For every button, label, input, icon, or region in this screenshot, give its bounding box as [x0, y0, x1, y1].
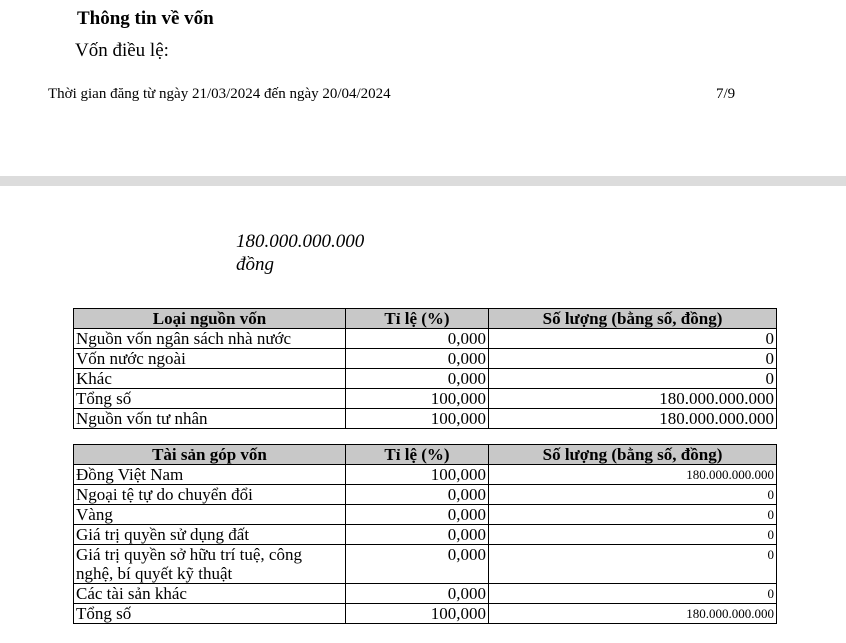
- table-row: [74, 329, 777, 349]
- row-name: Giá trị quyền sử dụng đất: [74, 525, 346, 545]
- table-row: [74, 525, 777, 545]
- row-ratio: 100,000: [346, 465, 489, 485]
- posting-period: Thời gian đăng từ ngày 21/03/2024 đến ngày 20/04/2024: [48, 86, 391, 102]
- charter-capital-label: Vốn điều lệ:: [75, 40, 169, 61]
- row-amount: 0: [489, 369, 777, 389]
- table-row: [74, 409, 777, 429]
- header-source-type: Loại nguồn vốn: [74, 309, 346, 329]
- row-amount: 0: [489, 545, 777, 584]
- previous-page: [0, 0, 846, 176]
- table-row: [74, 485, 777, 505]
- page-separator: [0, 176, 846, 186]
- row-name: Nguồn vốn tư nhân: [74, 409, 346, 429]
- row-ratio: 0,000: [346, 485, 489, 505]
- row-amount: 0: [489, 525, 777, 545]
- table-row: [74, 545, 777, 584]
- row-name: Tổng số: [74, 389, 346, 409]
- row-name: Tổng số: [74, 604, 346, 624]
- header-amount: Số lượng (bằng số, đồng): [489, 445, 777, 465]
- table-row: [74, 369, 777, 389]
- row-name: Ngoại tệ tự do chuyển đổi: [74, 485, 346, 505]
- table-row: [74, 349, 777, 369]
- row-ratio: 0,000: [346, 505, 489, 525]
- header-ratio: Tỉ lệ (%): [346, 309, 489, 329]
- row-amount: 0: [489, 349, 777, 369]
- row-amount: 0: [489, 584, 777, 604]
- row-amount: 0: [489, 485, 777, 505]
- page-number: 7/9: [716, 86, 736, 102]
- table-header-row: [74, 309, 777, 329]
- table-row: [74, 465, 777, 485]
- row-ratio: 0,000: [346, 329, 489, 349]
- row-name: Các tài sản khác: [74, 584, 346, 604]
- row-name: Nguồn vốn ngân sách nhà nước: [74, 329, 346, 349]
- header-asset-type: Tài sản góp vốn: [74, 445, 346, 465]
- row-ratio: 0,000: [346, 545, 489, 584]
- capital-source-table: [73, 308, 777, 429]
- contributed-assets-table: [73, 444, 777, 624]
- row-amount: 180.000.000.000: [489, 409, 777, 429]
- row-name: Vốn nước ngoài: [74, 349, 346, 369]
- table-row: [74, 584, 777, 604]
- row-amount: 180.000.000.000: [489, 389, 777, 409]
- table-row-total: [74, 389, 777, 409]
- row-ratio: 0,000: [346, 349, 489, 369]
- amount-unit: đồng: [236, 254, 274, 275]
- row-amount: 180.000.000.000: [489, 604, 777, 624]
- header-ratio: Tỉ lệ (%): [346, 445, 489, 465]
- row-name: Giá trị quyền sở hữu trí tuệ, công nghệ, bí quyết kỹ thuật: [74, 545, 346, 584]
- section-title: Thông tin về vốn: [77, 8, 214, 29]
- row-amount: 0: [489, 505, 777, 525]
- row-ratio: 0,000: [346, 525, 489, 545]
- row-ratio: 100,000: [346, 409, 489, 429]
- row-amount: 180.000.000.000: [489, 465, 777, 485]
- row-ratio: 0,000: [346, 369, 489, 389]
- row-ratio: 0,000: [346, 584, 489, 604]
- row-name: Vàng: [74, 505, 346, 525]
- amount-value: 180.000.000.000: [236, 231, 365, 252]
- table-row-total: [74, 604, 777, 624]
- header-amount: Số lượng (bằng số, đồng): [489, 309, 777, 329]
- table-row: [74, 505, 777, 525]
- table-header-row: [74, 445, 777, 465]
- row-name: Đồng Việt Nam: [74, 465, 346, 485]
- charter-capital-amount: [236, 230, 364, 276]
- row-amount: 0: [489, 329, 777, 349]
- row-ratio: 100,000: [346, 389, 489, 409]
- row-name: Khác: [74, 369, 346, 389]
- row-ratio: 100,000: [346, 604, 489, 624]
